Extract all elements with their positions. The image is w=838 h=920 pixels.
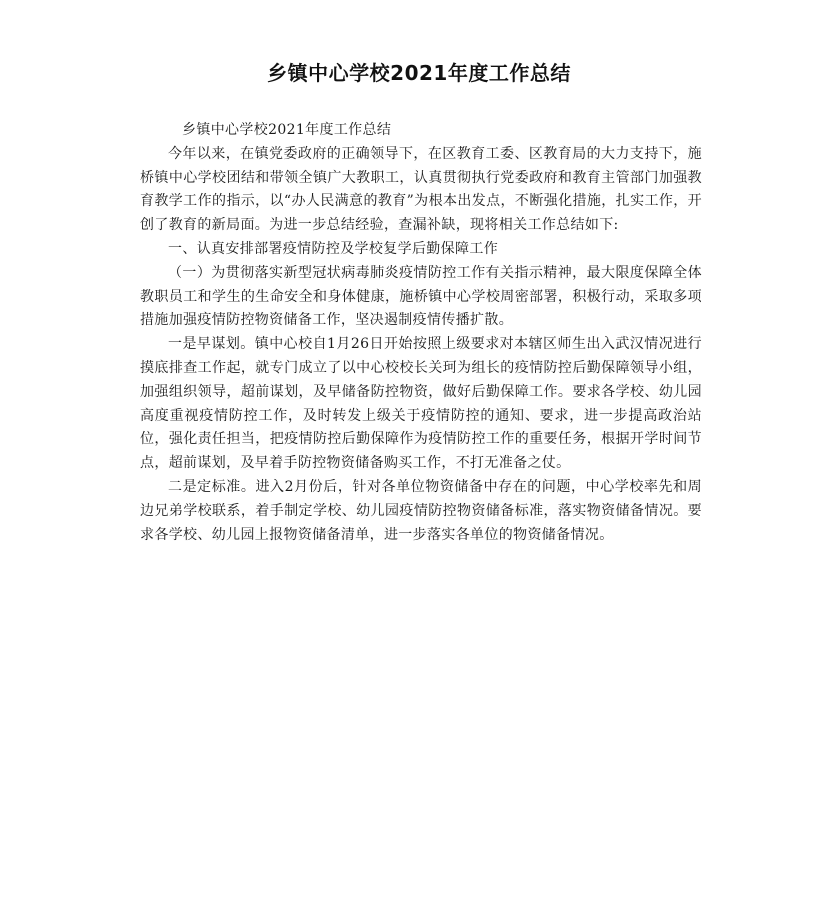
document-subtitle: 乡镇中心学校2021年度工作总结 bbox=[182, 122, 392, 138]
document-title: 乡镇中心学校2021年度工作总结 bbox=[267, 61, 571, 85]
paragraph-standards: 二是定标准。进入2月份后，针对各单位物资储备中存在的问题，中心学校率先和周边兄弟学校联系，着手制定学校、幼儿园疫情防控物资储备标准，落实物资储备情况。要求各学校、幼儿园上报物资储备清单，进一步落实各单位的物资储备情况。 bbox=[140, 478, 702, 543]
paragraph-subsection-1: （一）为贯彻落实新型冠状病毒肺炎疫情防控工作有关指示精神，最大限度保障全体教职员工和学生的生命安全和身体健康，施桥镇中心学校周密部署，积极行动，采取多项措施加强疫情防控物资储备工作，坚决遏制疫情传播扩散。 bbox=[140, 264, 702, 329]
section-heading: 一、认真安排部署疫情防控及学校复学后勤保障工作 bbox=[168, 240, 499, 257]
paragraph-intro: 今年以来，在镇党委政府的正确领导下，在区教育工委、区教育局的大力支持下，施桥镇中心学校团结和带领全镇广大教职工，认真贯彻执行党委政府和教育主管部门加强教育教学工作的指示，以“办人民满意的教育”为根本出发点，不断强化措施，扎实工作，开创了教育的新局面。为进一步总结经验，查漏补缺，现将相关工作总结如下: bbox=[140, 145, 702, 234]
paragraph-early-planning: 一是早谋划。镇中心校自1月26日开始按照上级要求对本辖区师生出入武汉情况进行摸底排查工作起，就专门成立了以中心校校长关珂为组长的疫情防控后勤保障领导小组，加强组织领导，超前谋划，及早储备防控物资，做好后勤保障工作。要求各学校、幼儿园高度重视疫情防控工作，及时转发上级关于疫情防控的通知、要求，进一步提高政治站位，强化责任担当，把疫情防控后勤保障作为疫情防控工作的重要任务，根据开学时间节点，超前谋划，及早着手防控物资储备购买工作，不打无准备之仗。 bbox=[140, 336, 702, 472]
document-body bbox=[140, 119, 702, 547]
